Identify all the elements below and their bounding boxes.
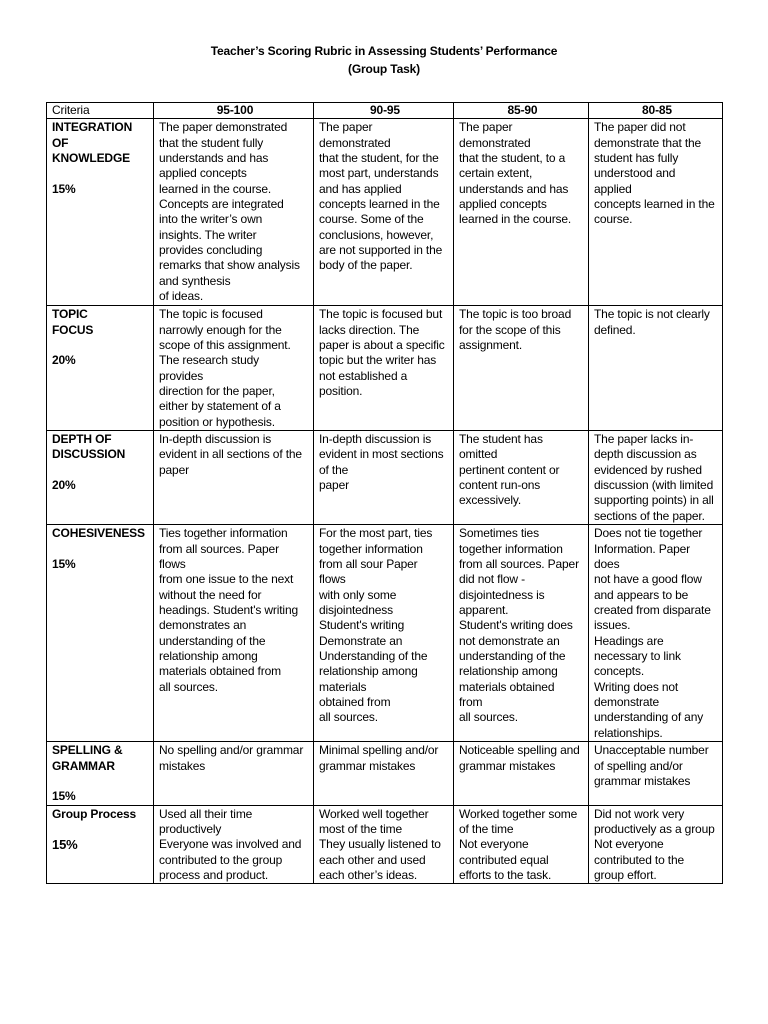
table-row-integration-of-knowledge [47,119,723,306]
column-header-criteria: Criteria [47,103,154,119]
criterion-weight: 15% [52,556,76,571]
criterion-cell [47,742,154,805]
descriptor-cell-80-85: Does not tie together Information. Paper does not have a good flow and appears to be created from disparate issues. Headings are necessary to link concepts. Writing does not demonstrate understanding of any relationships. [589,525,723,742]
descriptor-cell-85-90: The paper demonstrated that the student, to a certain extent, understands and has applied concepts learned in the course. [454,119,589,306]
descriptor-cell-90-95: The paper demonstrated that the student, for the most part, understands and has applied concepts learned in the course. Some of the conclusions, however, are not supported in the body of the paper. [314,119,454,306]
descriptor-cell-95-100: Used all their time productively Everyone was involved and contributed to the group process and product. [154,805,314,884]
descriptor-cell-95-100: The topic is focused narrowly enough for the scope of this assignment. The research study provides direction for the paper, either by statement of a position or hypothesis. [154,306,314,431]
column-header-85-90: 85-90 [454,103,589,119]
table-header-row [47,103,723,119]
criterion-name: INTEGRATION OF KNOWLEDGE [52,120,133,166]
table-row-cohesiveness [47,525,723,742]
descriptor-cell-80-85: Did not work very productively as a group Not everyone contributed to the group effort. [589,805,723,884]
criterion-weight: 15% [52,789,76,804]
descriptor-cell-90-95: Worked well together most of the time They usually listened to each other and used each other’s ideas. [314,805,454,884]
descriptor-cell-85-90: Sometimes ties together information from all sources. Paper did not flow - disjointedness is apparent. Student's writing does not demonstrate an understanding of the relationship among materials obtained from all sources. [454,525,589,742]
rubric-table-body [47,119,723,884]
table-row-depth-of-discussion [47,431,723,525]
descriptor-cell-80-85: The paper did not demonstrate that the student has fully understood and applied concepts learned in the course. [589,119,723,306]
column-header-80-85: 80-85 [589,103,723,119]
table-row-group-process [47,805,723,884]
descriptor-cell-85-90: The student has omitted pertinent content or content run-ons excessively. [454,431,589,525]
descriptor-cell-85-90: The topic is too broad for the scope of this assignment. [454,306,589,431]
rubric-table-head [47,103,723,119]
criterion-name: TOPIC FOCUS [52,307,94,337]
criterion-cell [47,306,154,431]
criterion-cell [47,119,154,306]
criterion-name: SPELLING & GRAMMAR [52,743,123,773]
descriptor-cell-85-90: Worked together some of the time Not everyone contributed equal efforts to the task. [454,805,589,884]
title-block [0,42,768,78]
descriptor-cell-95-100: In-depth discussion is evident in all sections of the paper [154,431,314,525]
descriptor-cell-90-95: For the most part, ties together information from all sour Paper flows with only some disjointedness Student's writing Demonstrate an Understanding of the relationship among materials obtained from all sources. [314,525,454,742]
document-subtitle: (Group Task) [348,62,420,76]
descriptor-cell-80-85: Unacceptable number of spelling and/or grammar mistakes [589,742,723,805]
column-header-90-95: 90-95 [314,103,454,119]
descriptor-cell-85-90: Noticeable spelling and grammar mistakes [454,742,589,805]
criterion-cell [47,525,154,742]
column-header-95-100: 95-100 [154,103,314,119]
criterion-weight: 15% [52,837,78,853]
rubric-table [46,102,723,884]
descriptor-cell-95-100: Ties together information from all sources. Paper flows from one issue to the next without the need for headings. Student's writing demonstrates an understanding of the relationship among materials obtained from all sources. [154,525,314,742]
descriptor-cell-90-95: In-depth discussion is evident in most sections of the paper [314,431,454,525]
criterion-weight: 15% [52,181,76,196]
criterion-weight: 20% [52,353,76,368]
criterion-weight: 20% [52,478,76,493]
descriptor-cell-95-100: No spelling and/or grammar mistakes [154,742,314,805]
criterion-name: DEPTH OF DISCUSSION [52,432,126,462]
criterion-name: Group Process [52,806,137,821]
table-row-topic-focus [47,306,723,431]
descriptor-cell-80-85: The paper lacks in- depth discussion as evidenced by rushed discussion (with limited supporting points) in all sections of the paper. [589,431,723,525]
descriptor-cell-95-100: The paper demonstrated that the student fully understands and has applied concepts learned in the course. Concepts are integrated into the writer’s own insights. The writer provides concluding remarks that show analysis and synthesis of ideas. [154,119,314,306]
document-title: Teacher’s Scoring Rubric in Assessing Students’ Performance [210,44,558,58]
criterion-cell [47,431,154,525]
table-row-spelling-grammar [47,742,723,805]
criterion-cell [47,805,154,884]
descriptor-cell-90-95: Minimal spelling and/or grammar mistakes [314,742,454,805]
criterion-name: COHESIVENESS [52,526,145,541]
descriptor-cell-90-95: The topic is focused but lacks direction. The paper is about a specific topic but the writer has not established a position. [314,306,454,431]
descriptor-cell-80-85: The topic is not clearly defined. [589,306,723,431]
